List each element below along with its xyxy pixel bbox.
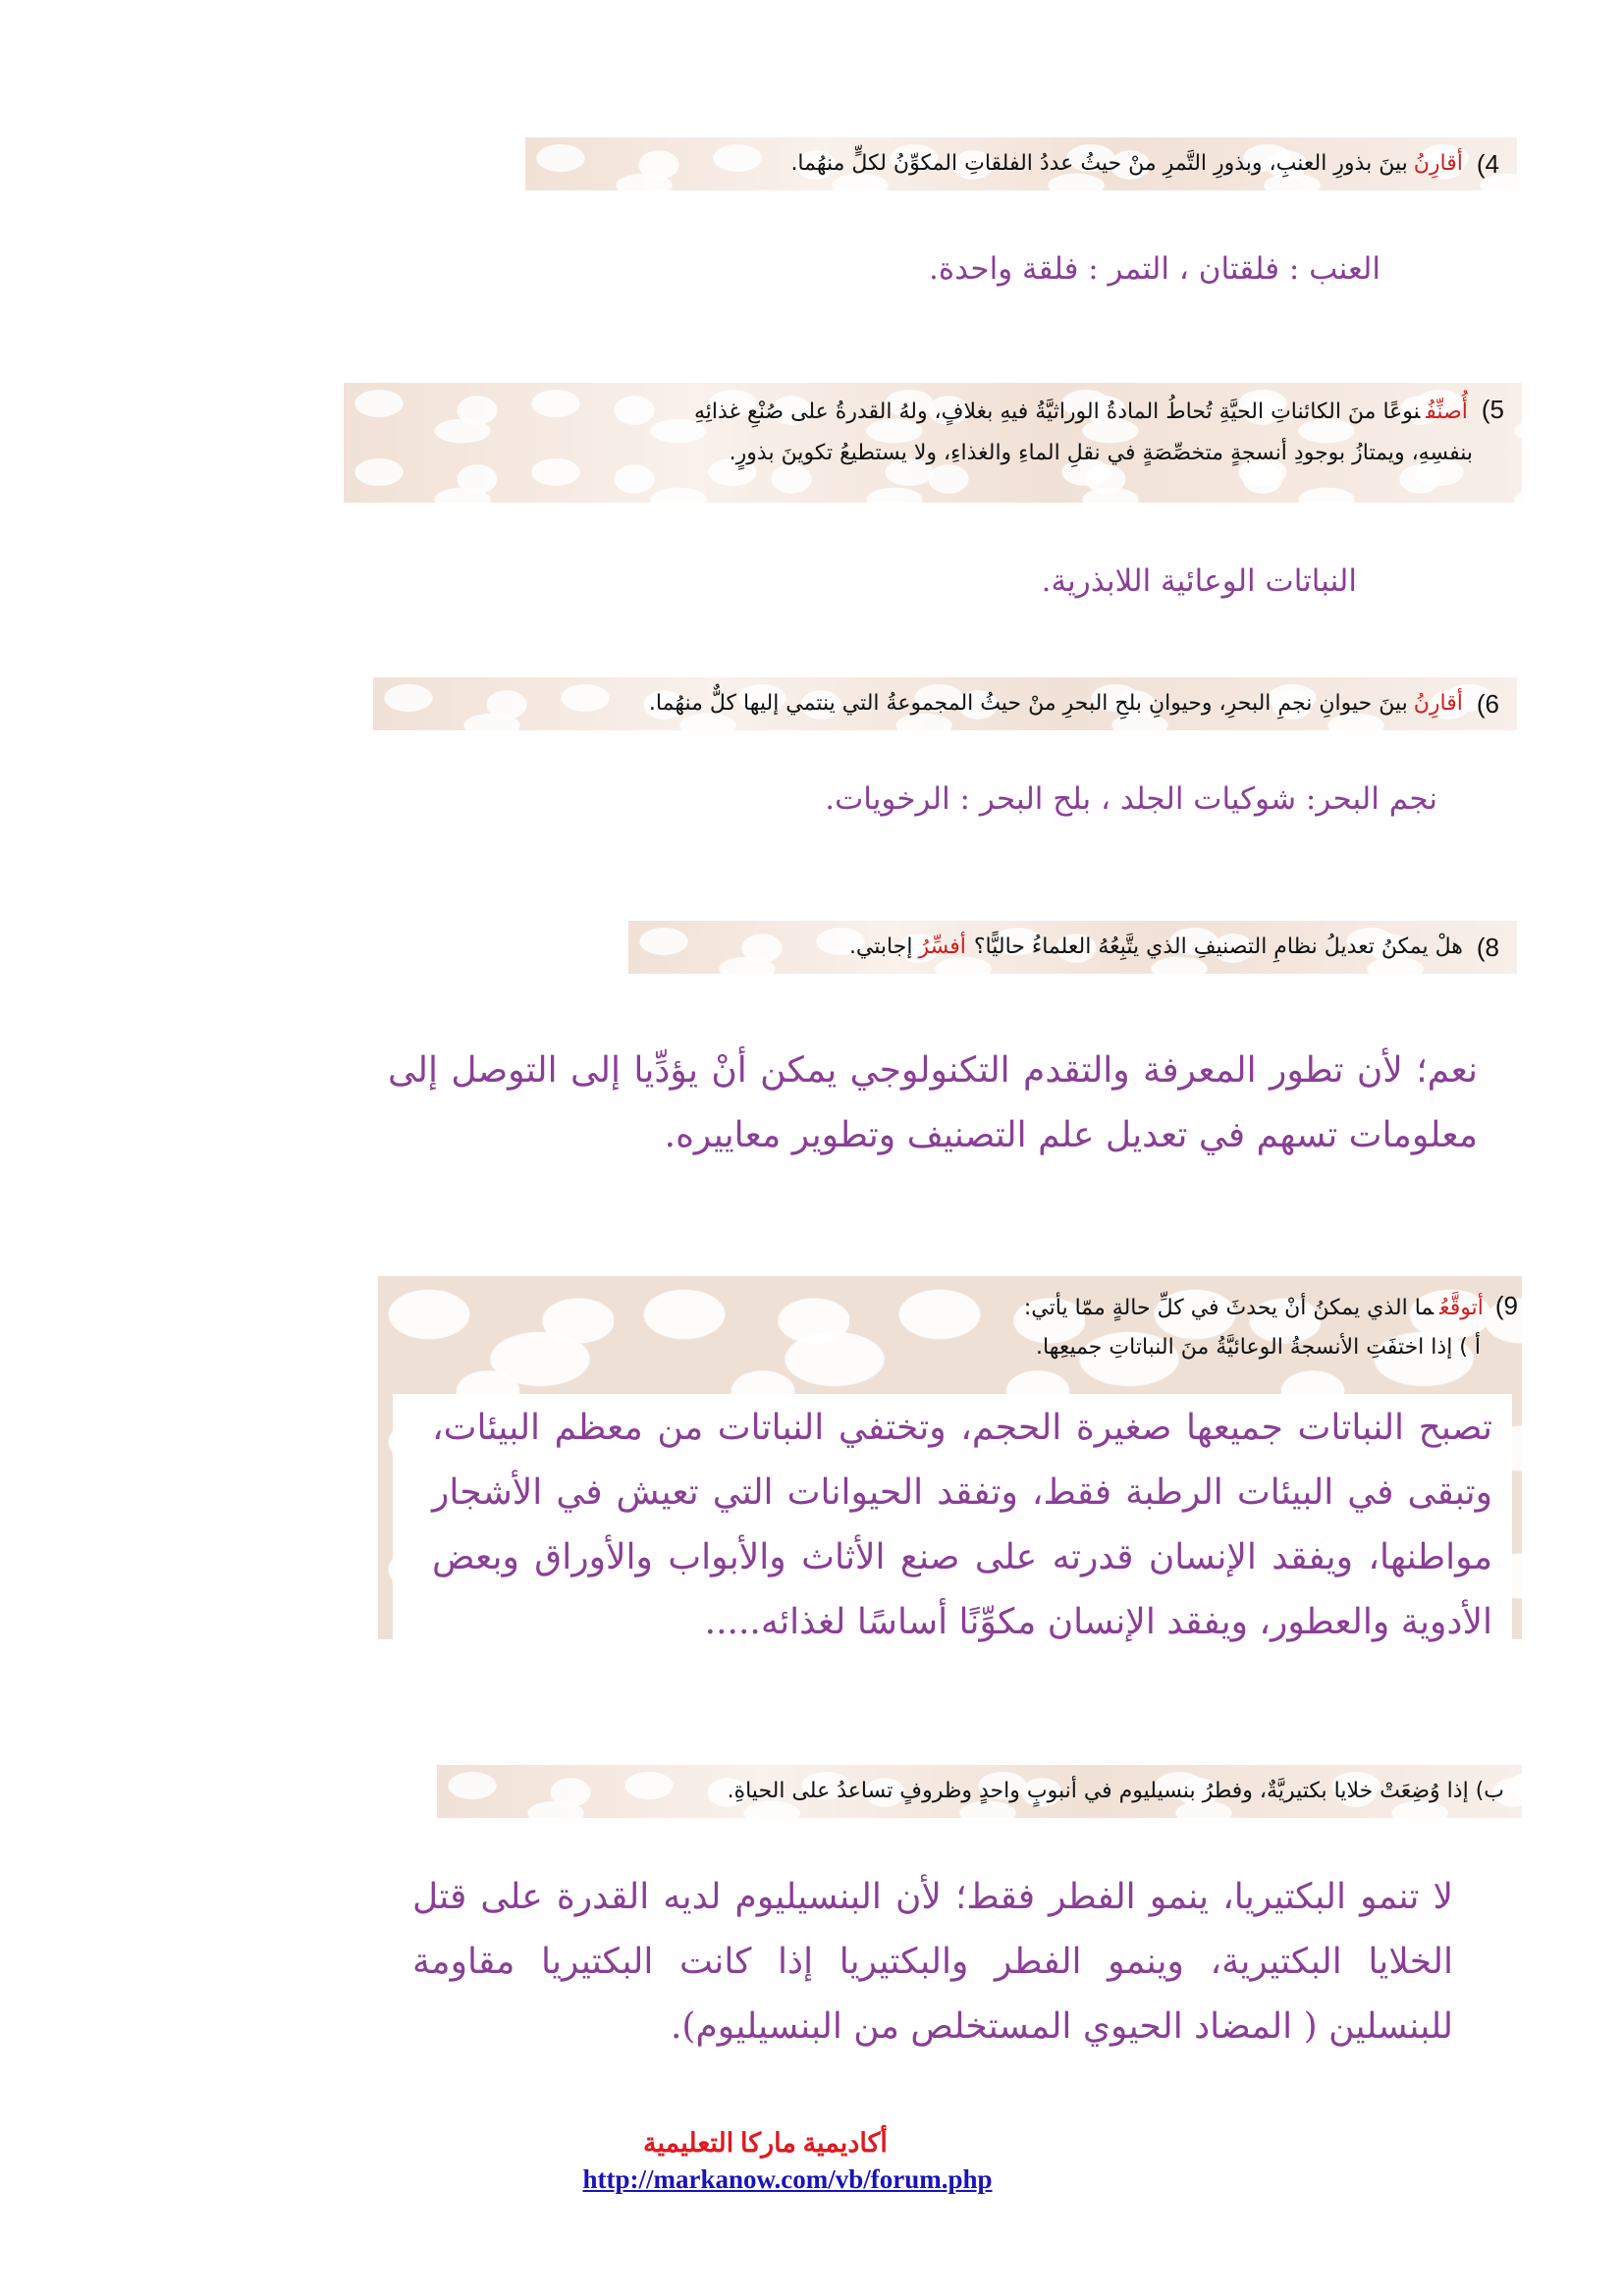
footer-organization: أكاديمية ماركا التعليمية	[643, 2128, 888, 2158]
answer-6: نجم البحر: شوكيات الجلد ، بلح البحر : الرخويات.	[825, 781, 1437, 817]
answer-9a: تصبح النباتات جميعها صغيرة الحجم، وتختفي النباتات من معظم البيئات، وتبقى في البيئات الرطبة فقط، وتفقد الحيوانات التي تعيش في الأشجار مواطنها، ويفقد الإنسان قدرته على صنع الأثاث والأبواب والأوراق وبعض الأدوية والعطور، ويفقد الإنسان مكوِّنًا أساسًا لغذائه.....	[432, 1408, 1492, 1642]
answer-9b: لا تنمو البكتيريا، ينمو الفطر فقط؛ لأن البنسيليوم لديه القدرة على قتل الخلايا البكتيرية، وينمو الفطر والبكتيريا إذا كانت البكتيريا مقاومة للبنسلين ( المضاد الحيوي المستخلص من البنسيليوم).	[412, 1877, 1453, 2047]
question-5	[344, 383, 1522, 503]
question-9-line1	[487, 1286, 1518, 1328]
question-5-number: 5)	[1481, 395, 1504, 424]
question-9-part-a: أ ) إذا اختفَتِ الأنسجةُ الوعائيَّةُ منَ النباتاتِ جميعِها.	[1036, 1335, 1481, 1360]
question-8-number: 8)	[1476, 933, 1499, 962]
question-6-number: 6)	[1476, 689, 1499, 719]
question-9-part-b	[437, 1765, 1522, 1818]
question-8-verb: أفسِّرُ	[918, 934, 966, 959]
question-4-verb: أقارِنُ	[1413, 151, 1463, 176]
question-4	[525, 137, 1517, 190]
question-4-number: 4)	[1476, 149, 1499, 179]
question-5-text-line1: نوعًا منَ الكائناتِ الحيَّةِ تُحاطُ المادةُ الوراثيَّةُ فيهِ بغلافٍ، ولهُ القدرةُ على صُنْعِ غذائِهِ	[693, 400, 1421, 424]
question-8-text-before: هلْ يمكنُ تعديلُ نظامِ التصنيفِ الذي يتَّبِعُهُ العلماءُ حاليًّا؟	[973, 934, 1463, 959]
footer-link[interactable]: http://markanow.com/vb/forum.php	[582, 2164, 993, 2194]
question-9-text: ما الذي يمكنُ أنْ يحدثَ في كلِّ حالةٍ ممّا يأتي:	[1023, 1296, 1435, 1320]
question-9-header	[487, 1286, 1518, 1367]
question-6	[373, 677, 1517, 730]
question-9-part-b-text: ب) إذا وُضِعَتْ خلايا بكتيريَّةٌ، وفطرُ بنسيليوم في أنبوبٍ واحدٍ وظروفٍ تساعدُ على الحياةِ.	[727, 1779, 1504, 1803]
footer	[0, 2128, 1624, 2195]
question-6-verb: أقارِنُ	[1413, 691, 1463, 716]
question-4-text: بينَ بذورِ العنبِ، وبذورِ التَّمرِ منْ حيثُ عددُ الفلقاتِ المكوِّنُ لكلٍّ منهُما.	[790, 151, 1408, 176]
answer-8: نعم؛ لأن تطور المعرفة والتقدم التكنولوجي يمكن أنْ يؤدِّيا إلى التوصل إلى معلومات تسهم في تعديل علم التصنيف وتطوير معاييره.	[388, 1050, 1478, 1155]
question-5-verb: أُصنِّفُ	[1426, 400, 1468, 424]
question-9-verb: أتوقَّعُ	[1439, 1296, 1484, 1320]
question-6-text: بينَ حيوانِ نجمِ البحرِ، وحيوانِ بلحِ البحرِ منْ حيثُ المجموعةُ التي ينتمي إليها كلٌّ منهُما.	[648, 691, 1408, 716]
question-8-text-after: إجابتي.	[848, 934, 913, 959]
question-9-number: 9)	[1494, 1291, 1518, 1320]
question-5-text-line2: بنفسِهِ، ويمتازُ بوجودِ أنسجةٍ متخصِّصَةٍ في نقلِ الماءِ والغذاءِ، ولا يستطيعُ تكوينَ بذورٍ.	[729, 441, 1473, 465]
answer-4: العنب : فلقتان ، التمر : فلقة واحدة.	[929, 251, 1380, 287]
question-8	[628, 921, 1517, 974]
answer-5: النباتات الوعائية اللابذرية.	[1041, 563, 1357, 599]
